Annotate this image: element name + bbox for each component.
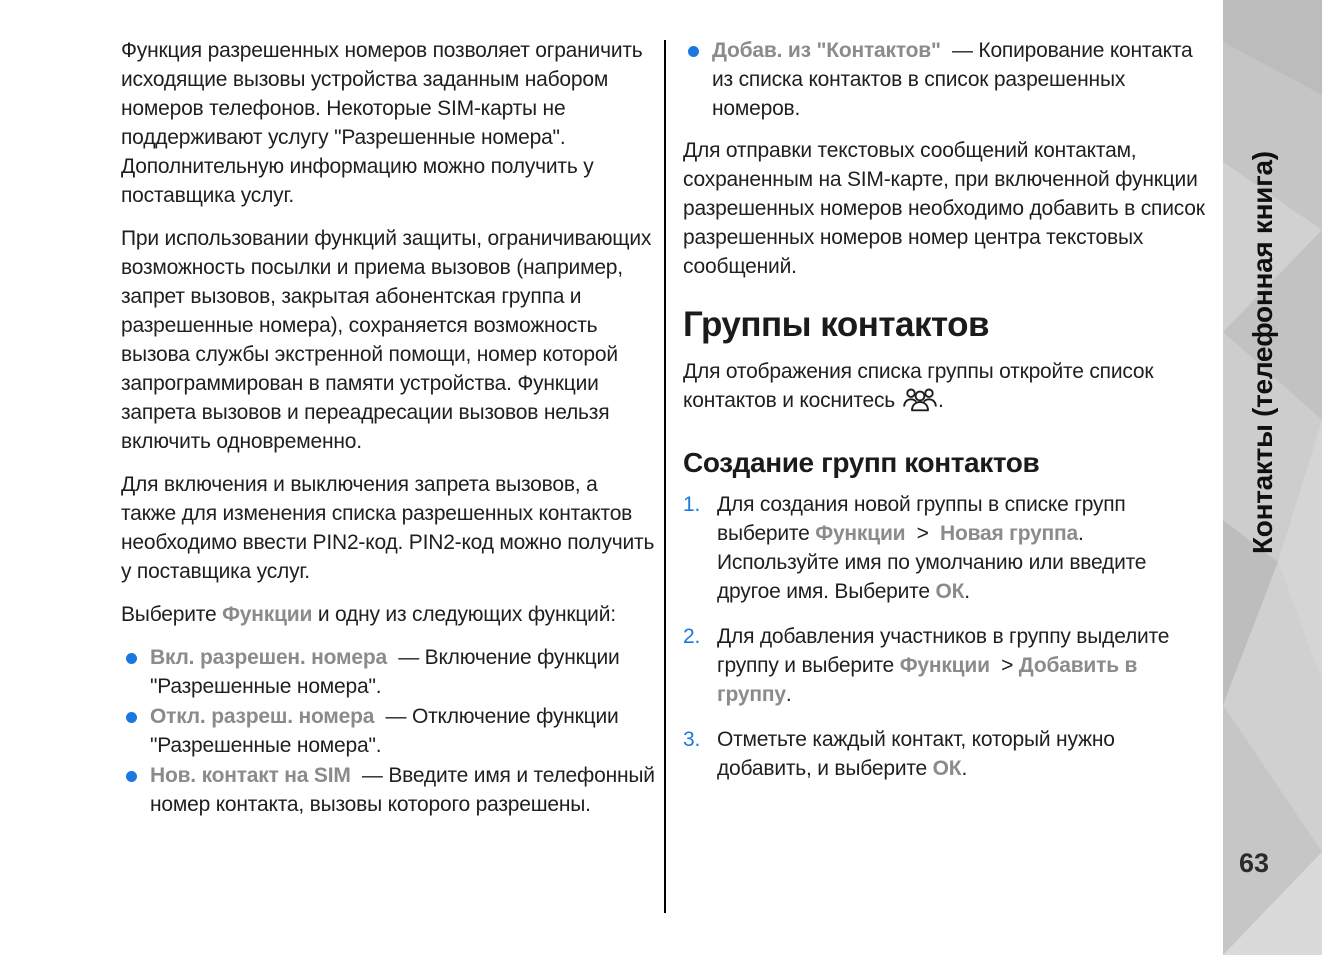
list-item [121, 643, 655, 701]
column-divider [664, 40, 666, 913]
step-item [683, 490, 1211, 606]
list-item-text: Добав. из "Контактов" — Копирование контакта из списка контактов в список разрешенных номеров. [712, 39, 1193, 120]
paragraph-fixed-dialing-intro: Функция разрешенных номеров позволяет ограничить исходящие вызовы устройства заданным набором номеров телефонов. Некоторые SIM-карты не поддерживают услугу "Разрешенные номера". Дополнительную информацию можно получить у поставщика услуг. [121, 39, 643, 207]
options-list [121, 643, 655, 819]
right-column [683, 36, 1211, 799]
step-text: Для создания новой группы в списке групп выберите Функции > Новая группа. Используйте имя по умолчанию или введите другое имя. Выберите ОК. [717, 493, 1147, 603]
section-heading-contact-groups: Группы контактов [683, 305, 990, 344]
page-number: 63 [1239, 848, 1270, 878]
steps-list [683, 490, 1211, 783]
left-column [121, 36, 655, 820]
list-item [121, 702, 655, 760]
list-item-text: Вкл. разрешен. номера — Включение функции "Разрешенные номера". [150, 646, 620, 698]
step-number: 3. [683, 728, 701, 751]
paragraph-sms-note: Для отправки текстовых сообщений контактам, сохраненным на SIM-карте, при включенной функции разрешенных номеров необходимо добавить в список разрешенных номеров номер центра текстовых сообщений. [683, 139, 1205, 278]
paragraph-open-group-list [683, 357, 1211, 420]
step-text: Для добавления участников в группу выделите группу и выберите Функции > Добавить в группу. [717, 625, 1170, 706]
options-list-continued [683, 36, 1211, 123]
paragraph-pin2: Для включения и выключения запрета вызовов, а также для изменения списка разрешенных контактов необходимо ввести PIN2-код. PIN2-код можно получить у поставщика услуг. [121, 473, 655, 583]
paragraph-security-functions: При использовании функций защиты, ограничивающих возможность посылки и приема вызовов (например, запрет вызовов, закрытая абонентская группа и разрешенные номера), сохраняется возможность вызова службы экстренной помощи, номер которой запрограммирован в памяти устройства. Функции запрета вызовов и переадресации вызовов нельзя включить одновременно. [121, 227, 652, 453]
list-item-text: Нов. контакт на SIM — Введите имя и телефонный номер контакта, вызовы которого разрешены. [150, 764, 655, 816]
group-line-after: . [938, 389, 944, 412]
bullet-icon [688, 46, 699, 57]
contacts-groups-icon [902, 386, 938, 420]
list-item [683, 36, 1211, 123]
step-item [683, 725, 1211, 783]
bullet-icon [126, 771, 137, 782]
step-text: Отметьте каждый контакт, который нужно добавить, и выберите ОК. [717, 728, 1115, 780]
section-heading-create-groups: Создание групп контактов [683, 447, 1040, 478]
list-item-text: Откл. разреш. номера — Отключение функции "Разрешенные номера". [150, 705, 619, 757]
step-number: 1. [683, 493, 701, 516]
group-line-before: Для отображения списка группы откройте список контактов и коснитесь [683, 360, 1154, 412]
paragraph-select-options: Выберите Функции и одну из следующих функций: [121, 603, 616, 626]
chapter-title-vertical: Контакты (телефонная книга) [1247, 151, 1278, 554]
step-item [683, 622, 1211, 709]
step-number: 2. [683, 625, 701, 648]
list-item [121, 761, 655, 819]
chapter-tab [1223, 0, 1322, 955]
bullet-icon [126, 653, 137, 664]
bullet-icon [126, 712, 137, 723]
